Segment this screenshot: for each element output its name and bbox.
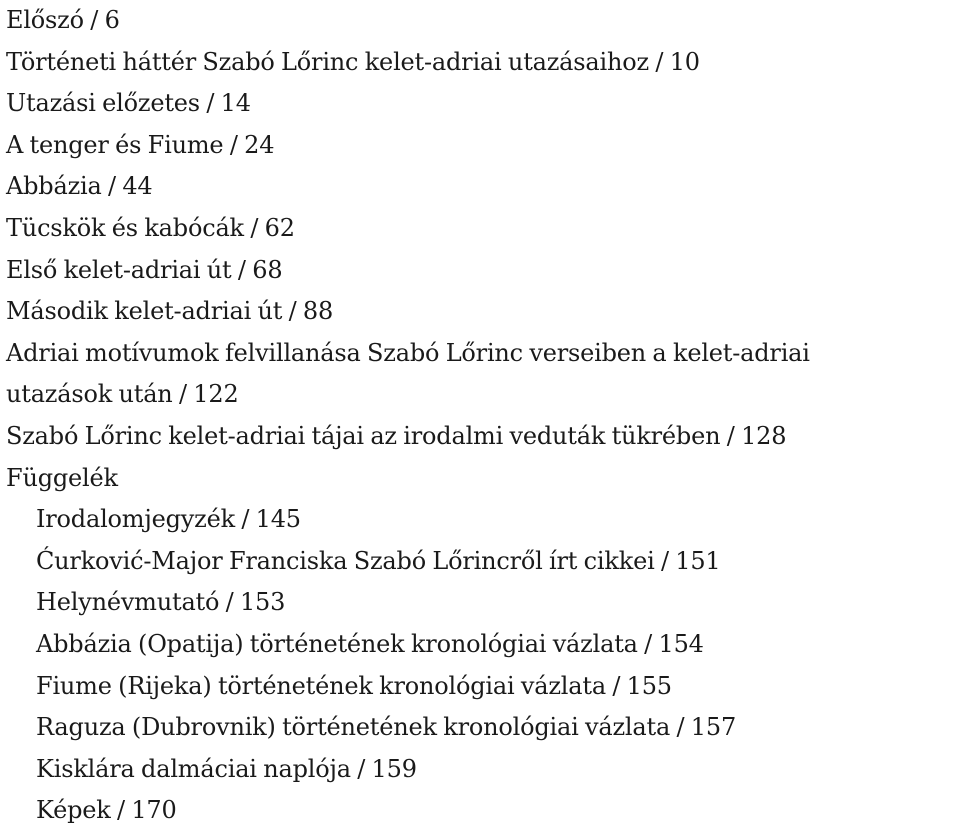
toc-entry-torteneti-hatter: Történeti háttér Szabó Lőrinc kelet-adriai utazásaihoz / 10 [6, 47, 700, 76]
table-of-contents [6, 0, 956, 832]
toc-entry-veduta: Szabó Lőrinc kelet-adriai tájai az irodalmi veduták tükrében / 128 [6, 421, 787, 450]
toc-subentry-curkovic-major: Ćurković-Major Franciska Szabó Lőrincről írt cikkei / 151 [36, 546, 721, 575]
toc-entry-eloszo: Előszó / 6 [6, 6, 120, 34]
toc-entry-adriai-motivumok: Adriai motívumok felvillanása Szabó Lőrinc verseiben a kelet-adriai [6, 338, 810, 367]
toc-subentry-abbazia-kronologia: Abbázia (Opatija) történetének kronológiai vázlata / 154 [36, 629, 704, 658]
toc-subentry-irodalomjegyzek: Irodalomjegyzék / 145 [36, 505, 301, 534]
toc-subentry-raguza-kronologia: Raguza (Dubrovnik) történetének kronológiai vázlata / 157 [36, 713, 737, 742]
toc-section-fuggelek: Függelék [6, 463, 118, 492]
toc-entry-masodik-ut: Második kelet-adriai út / 88 [6, 297, 334, 326]
toc-subentry-kepek: Képek / 170 [36, 796, 177, 825]
toc-entry-utazasi-elozetes: Utazási előzetes / 14 [6, 89, 251, 118]
toc-entry-tucskok-es-kabocak: Tücskök és kabócák / 62 [6, 213, 295, 242]
toc-entry-adriai-motivumok-cont: utazások után / 122 [6, 380, 239, 409]
toc-subentry-fiume-kronologia: Fiume (Rijeka) történetének kronológiai vázlata / 155 [36, 671, 672, 700]
toc-entry-abbazia: Abbázia / 44 [6, 172, 153, 201]
toc-subentry-kisklara-naploja: Kisklára dalmáciai naplója / 159 [36, 754, 417, 783]
toc-subentry-helynevmutato: Helynévmutató / 153 [36, 588, 286, 617]
toc-entry-tenger-es-fiume: A tenger és Fiume / 24 [6, 130, 275, 159]
toc-entry-elso-ut: Első kelet-adriai út / 68 [6, 255, 283, 284]
